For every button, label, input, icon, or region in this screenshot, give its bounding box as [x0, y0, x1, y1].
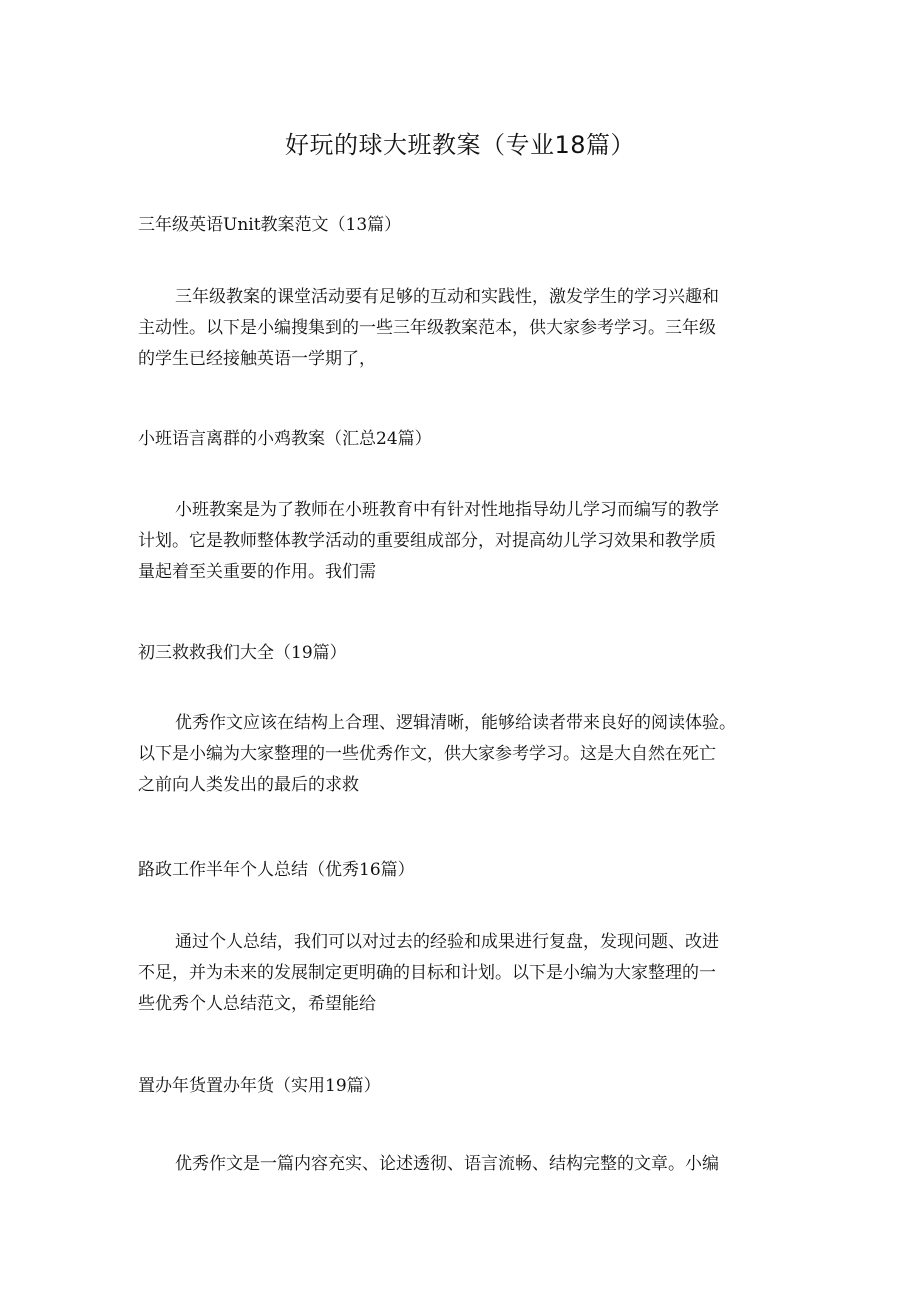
paragraph-line: 的学生已经接触英语一学期了，	[138, 349, 376, 369]
paragraph-line: 通过个人总结，我们可以对过去的经验和成果进行复盘，发现问题、改进	[175, 932, 719, 952]
paragraph-line: 三年级教案的课堂活动要有足够的互动和实践性，激发学生的学习兴趣和	[175, 287, 719, 307]
section-paragraph	[138, 927, 788, 1020]
section-heading: 三年级英语Unit教案范文（13篇）	[138, 215, 402, 235]
section-paragraph	[138, 1149, 788, 1180]
section-paragraph	[138, 495, 788, 588]
section-heading: 小班语言离群的小鸡教案（汇总24篇）	[138, 429, 432, 449]
section-paragraph	[138, 708, 788, 801]
paragraph-line: 些优秀个人总结范文，希望能给	[138, 994, 376, 1014]
paragraph-line: 之前向人类发出的最后的求救	[138, 775, 359, 795]
paragraph-line: 优秀作文是一篇内容充实、论述透彻、语言流畅、结构完整的文章。小编	[175, 1154, 719, 1174]
section-heading: 初三救救我们大全（19篇）	[138, 643, 347, 663]
paragraph-line: 小班教案是为了教师在小班教育中有针对性地指导幼儿学习而编写的教学	[175, 500, 719, 520]
paragraph-line: 不足，并为未来的发展制定更明确的目标和计划。以下是小编为大家整理的一	[138, 963, 716, 983]
paragraph-line: 优秀作文应该在结构上合理、逻辑清晰，能够给读者带来良好的阅读体验。	[175, 713, 736, 733]
paragraph-line: 量起着至关重要的作用。我们需	[138, 562, 376, 582]
paragraph-line: 计划。它是教师整体教学活动的重要组成部分，对提高幼儿学习效果和教学质	[138, 531, 716, 551]
section-paragraph	[138, 282, 788, 375]
document-title: 好玩的球大班教案（专业18篇）	[284, 131, 636, 159]
paragraph-line: 以下是小编为大家整理的一些优秀作文，供大家参考学习。这是大自然在死亡	[138, 744, 716, 764]
section-heading: 置办年货置办年货（实用19篇）	[138, 1076, 381, 1096]
section-heading: 路政工作半年个人总结（优秀16篇）	[138, 860, 415, 880]
paragraph-line: 主动性。以下是小编搜集到的一些三年级教案范本，供大家参考学习。三年级	[138, 318, 716, 338]
